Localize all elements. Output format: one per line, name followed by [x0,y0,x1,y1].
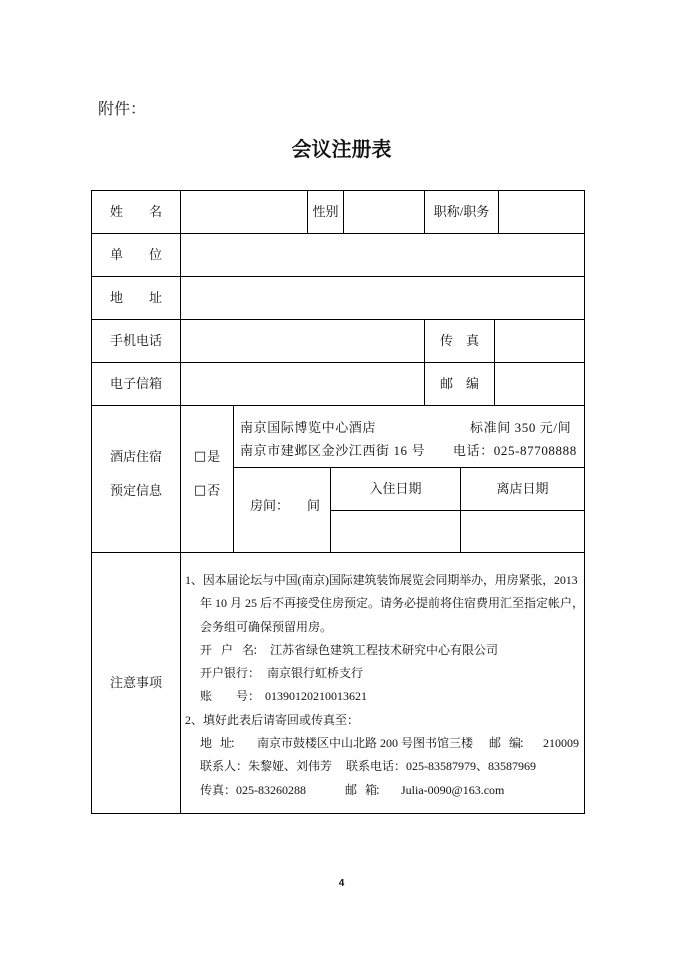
contact-fax-label: 传真： [200,782,237,797]
hotel-options [180,405,234,553]
notes-line [181,779,584,802]
hotel-info [233,405,585,468]
address-field [180,276,585,320]
contact-email-label: 邮 箱： [345,782,386,797]
account-name-label: 开 户 名： [200,642,264,657]
mobile-field [180,319,425,363]
notes-line [181,755,584,778]
hotel-room-price: 标准间 350 元/间 [470,420,572,435]
account-name-value: 江苏省绿色建筑工程技术研究中心有限公司 [270,642,499,657]
email-label: 电子信箱 [91,362,181,406]
address-label: 地 址 [91,276,181,320]
name-field [180,190,308,234]
mobile-label: 手机电话 [91,319,181,363]
rooms-unit: 间 [307,498,321,513]
contact-fax-value: 025-83260288 [236,782,306,797]
gender-label: 性别 [307,190,344,234]
contact-phone-value: 025-83587979、83587969 [406,759,536,774]
notes-line [181,709,584,732]
checkout-field [460,510,585,553]
name-label: 姓 名 [91,190,181,234]
checkin-label: 入住日期 [330,467,461,511]
bank-value: 南京银行虹桥支行 [267,666,364,681]
checkbox-icon: □ [193,482,207,498]
unit-field [180,233,585,277]
rooms-cell [233,467,331,553]
contact-value: 朱黎娅、刘伟芳 [248,759,333,774]
postcode-value: 210009 [543,736,579,751]
fax-field [494,319,585,363]
position-field [498,190,585,234]
hotel-booking-label [91,405,181,553]
mail-address-label: 地 址： [200,736,241,751]
hotel-name: 南京国际博览中心酒店 [240,420,377,435]
hotel-option-yes [194,440,220,474]
notes-line [181,685,584,708]
notes-item1-line3: 会务组可确保预留用房。 [200,619,333,634]
notes-line [181,732,584,755]
unit-label: 单 位 [91,233,181,277]
hotel-booking-label-line1: 酒店住宿 [109,448,162,464]
contact-email-value: Julia-0090@163.com [401,782,505,797]
hotel-booking-label-line2: 预定信息 [109,482,162,498]
gender-field [343,190,425,234]
zip-field [494,362,585,406]
page-number: 4 [338,878,345,889]
notes-line [181,639,584,662]
notes-line [181,569,584,592]
bank-label: 开户银行： [200,666,261,681]
hotel-phone: 电话：025-87708888 [453,443,577,458]
position-label: 职称/职务 [424,190,499,234]
checkbox-icon: □ [193,448,207,464]
notes-item1-line1: 1、因本届论坛与中国(南京)国际建筑装饰展览会同期举办，用房紧张，2013 [185,573,578,587]
hotel-option-no [194,474,220,508]
hotel-option-no-label: 否 [207,482,221,498]
notes-line [181,616,584,639]
hotel-address: 南京市建邺区金沙江西街 16 号 [240,443,426,458]
notes-label: 注意事项 [91,552,181,814]
checkin-field [330,510,461,553]
zip-label: 邮 编 [424,362,495,406]
fax-label: 传 真 [424,319,495,363]
notes-line [181,592,584,615]
postcode-label: 邮 编： [489,736,530,751]
mail-address-value: 南京市鼓楼区中山北路 200 号图书馆三楼 [257,736,474,751]
contact-label: 联系人： [200,759,249,774]
notes-body [181,569,584,809]
hotel-option-yes-label: 是 [207,448,221,464]
rooms-label: 房间： [250,498,290,513]
checkout-label: 离店日期 [460,467,585,511]
account-number-value: 01390120210013621 [265,689,367,704]
account-number-label: 账 号： [200,689,261,704]
form-title: 会议注册表 [291,139,392,161]
notes-cell [180,552,585,814]
notes-item1-line2: 年 10 月 25 后不再接受住房预定。请务必提前将住宿费用汇至指定帐户， [200,596,585,611]
notes-line [181,662,584,685]
contact-phone-label: 联系电话： [346,759,407,774]
attachment-label: 附件： [98,101,147,118]
notes-item2: 2、填好此表后请寄回或传真至： [185,712,360,727]
email-field [180,362,425,406]
